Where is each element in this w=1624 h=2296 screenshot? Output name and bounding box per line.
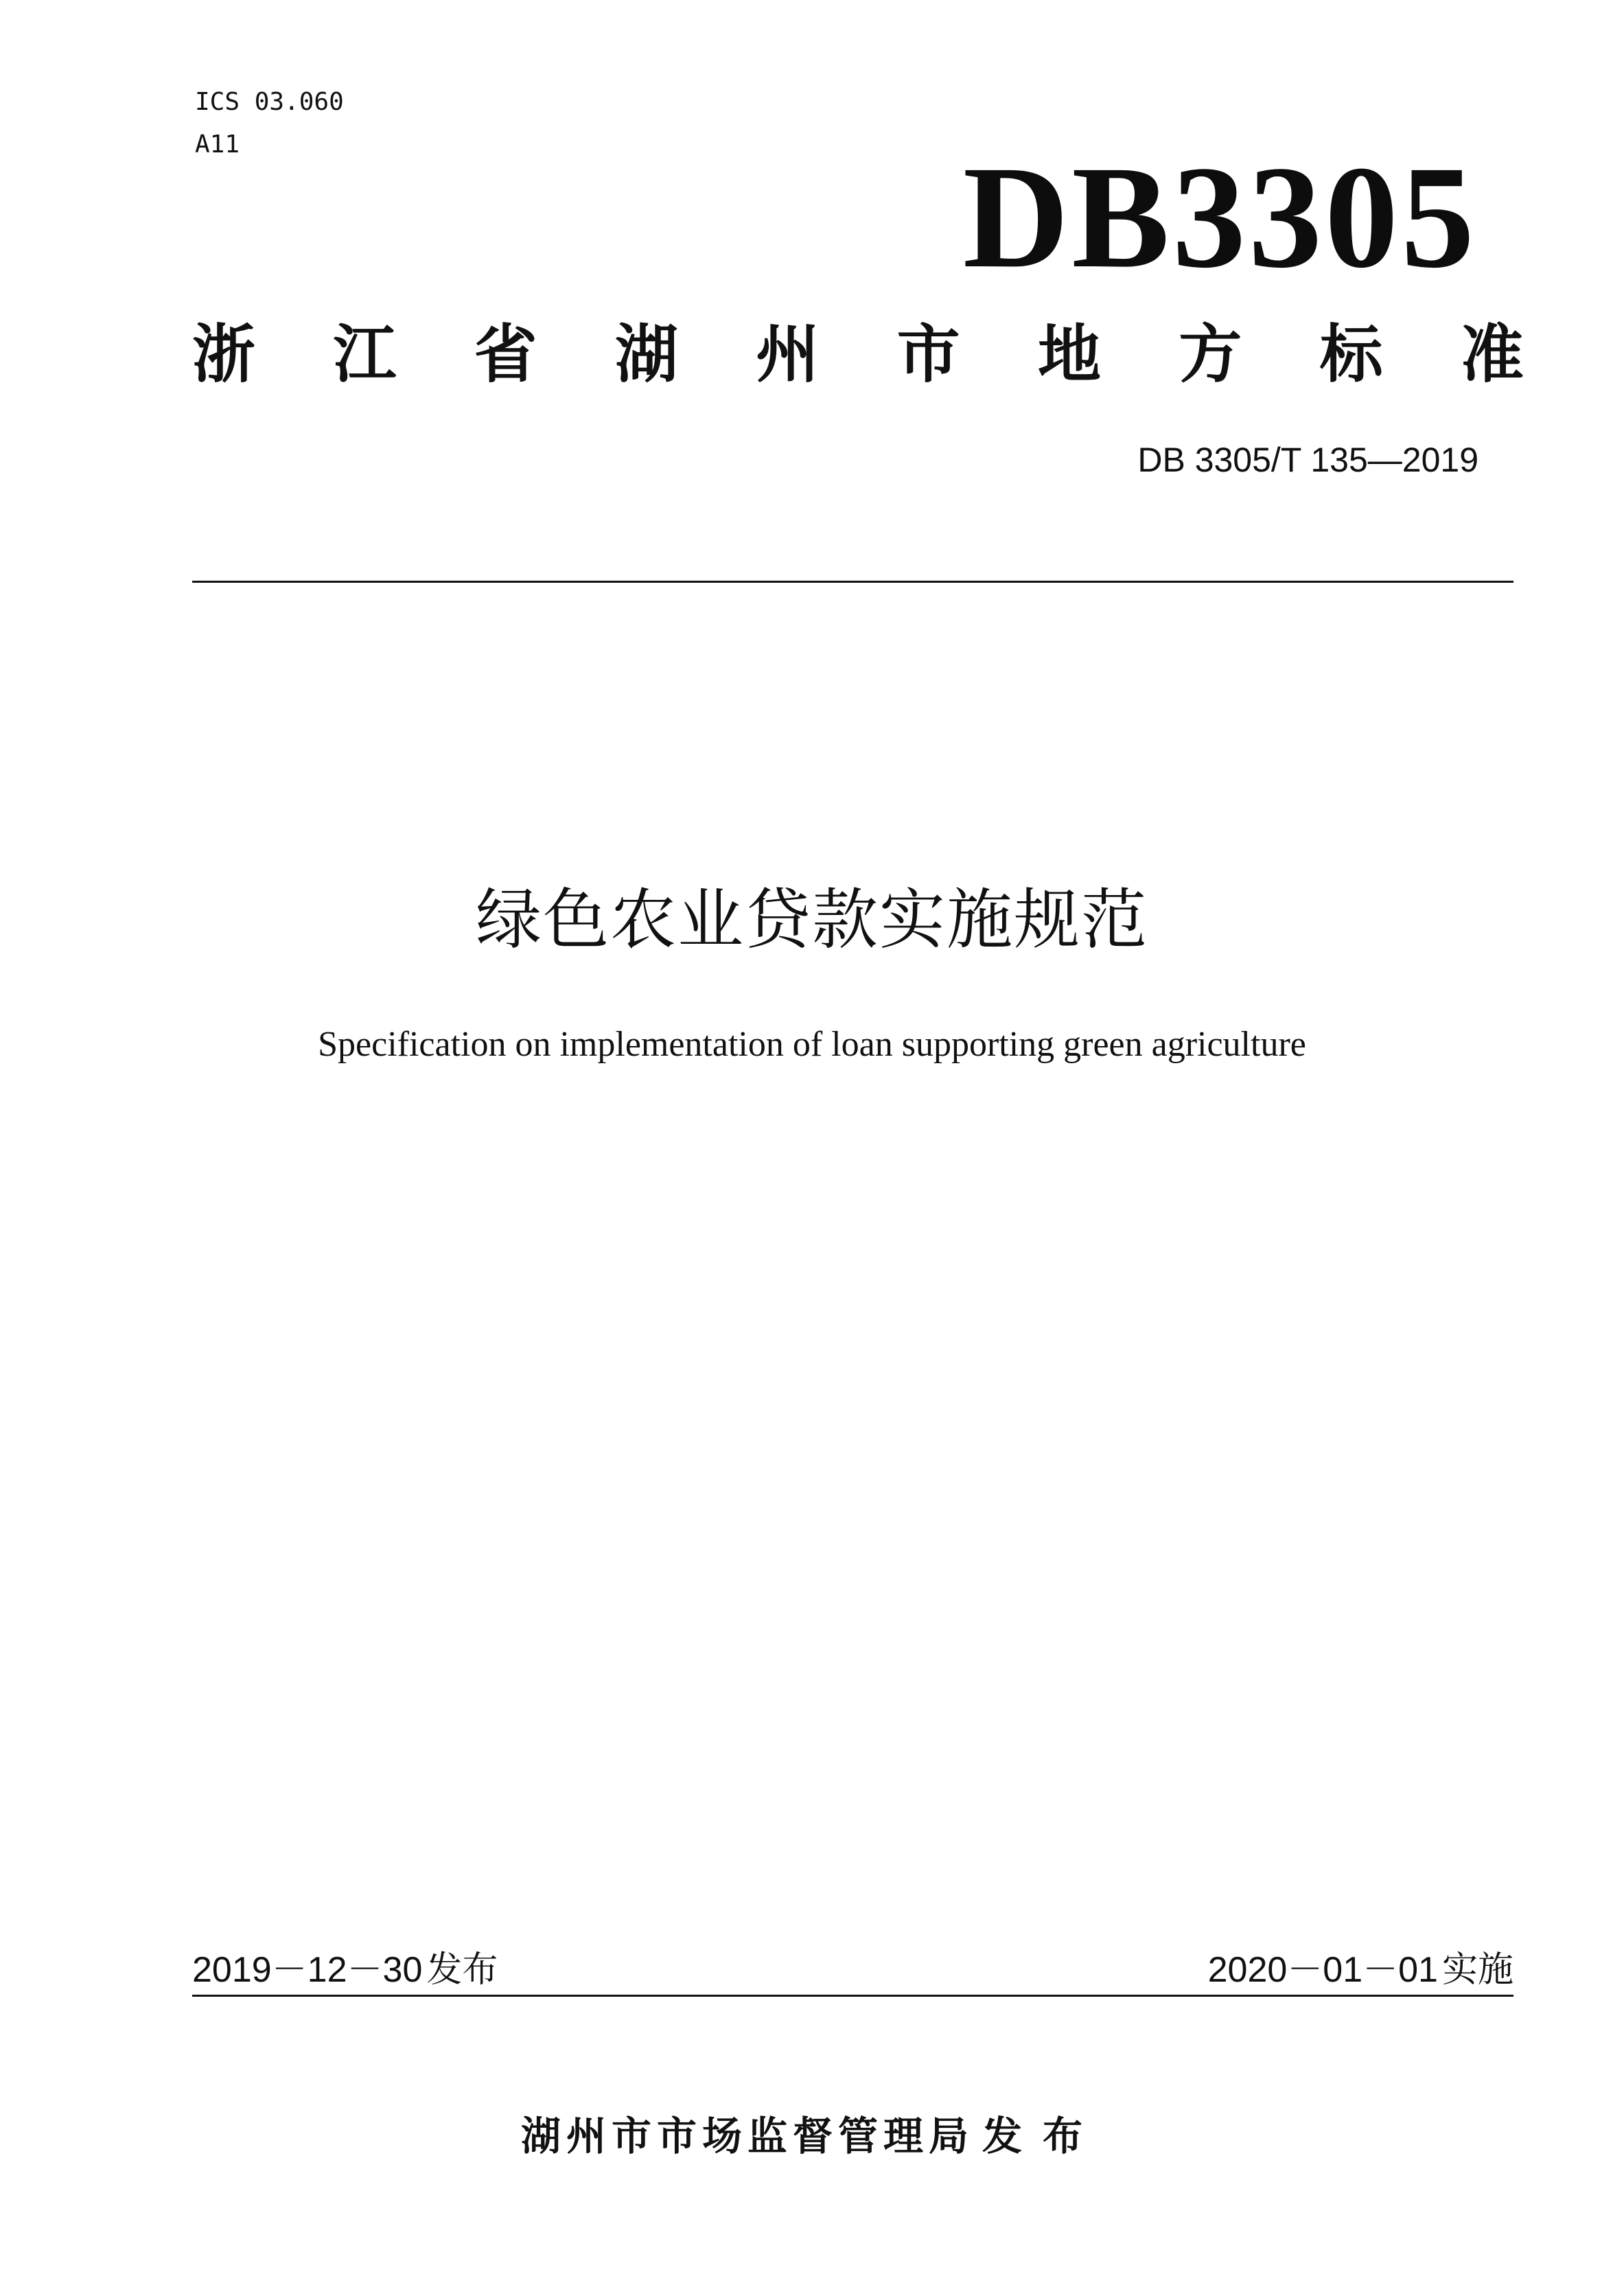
standard-type-char: 州 <box>756 318 820 391</box>
standard-number: DB 3305/T 135—2019 <box>1137 441 1478 479</box>
standard-type-heading <box>192 317 1524 393</box>
date-row <box>192 1948 1513 1992</box>
db-logo: DB3305 <box>962 136 1477 299</box>
document-title-chinese: 绿色农业贷款实施规范 <box>476 881 1148 958</box>
footer-divider <box>192 1995 1513 1997</box>
standard-type-char: 浙 <box>192 318 256 391</box>
publisher-name: 湖州市市场监督管理局 <box>520 2113 974 2159</box>
header-divider <box>192 581 1513 583</box>
ics-code: ICS 03.060 <box>195 88 344 116</box>
implement-date: 2020－01－01 <box>1207 1950 1438 1990</box>
issue-date-group <box>192 1948 498 1992</box>
standard-type-char: 市 <box>896 318 960 391</box>
implement-label: 实施 <box>1441 1949 1513 1991</box>
standard-type-char: 准 <box>1460 318 1524 391</box>
standard-type-char: 标 <box>1319 318 1383 391</box>
standard-type-char: 省 <box>474 318 537 391</box>
implement-date-group <box>1208 1948 1513 1992</box>
document-title-english: Specification on implementation of loan supporting green agriculture <box>318 1025 1306 1064</box>
ccs-code: A11 <box>195 130 240 159</box>
standard-type-char: 地 <box>1037 318 1101 391</box>
issue-date: 2019－12－30 <box>192 1950 423 1990</box>
publisher <box>0 2111 1624 2161</box>
standard-type-char: 湖 <box>614 318 678 391</box>
standard-type-char: 方 <box>1179 318 1242 391</box>
classification-codes <box>195 81 344 166</box>
standard-type-char: 江 <box>333 318 397 391</box>
publisher-suffix: 发布 <box>982 2113 1104 2159</box>
issue-label: 发布 <box>426 1949 498 1991</box>
